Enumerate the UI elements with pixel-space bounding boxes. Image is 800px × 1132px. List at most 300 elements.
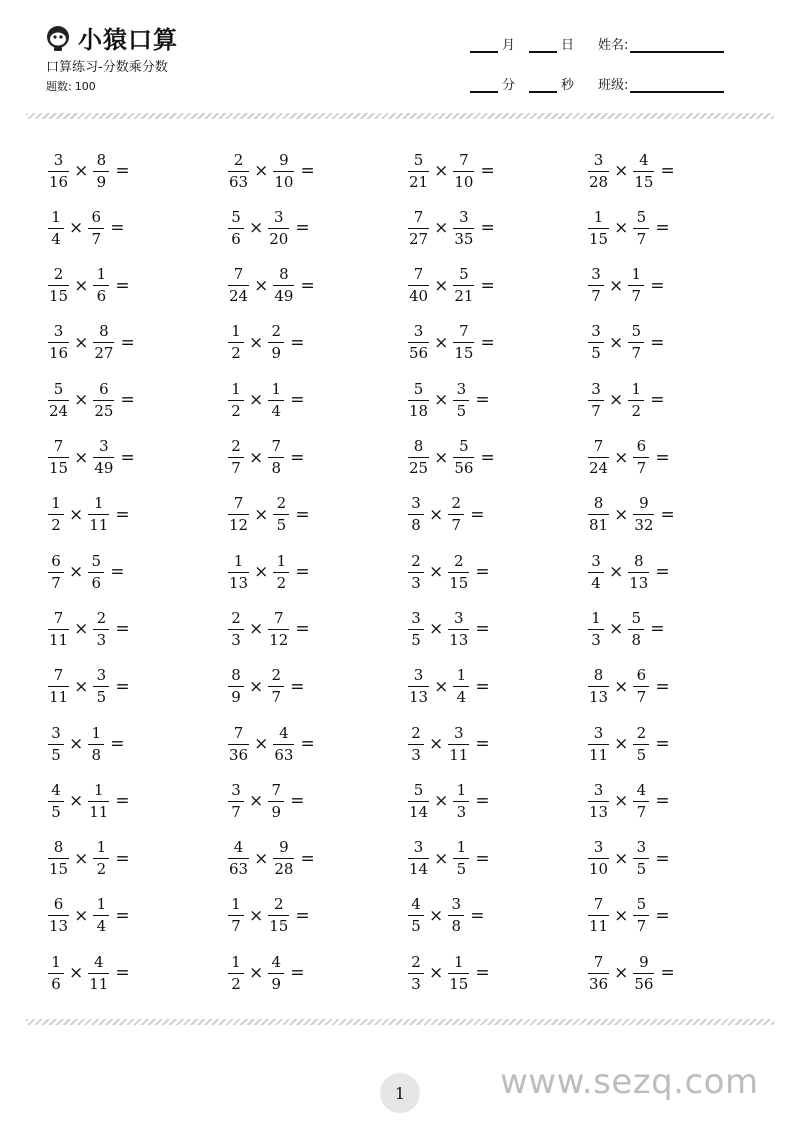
- times-sign: ×: [429, 562, 444, 583]
- numerator: 1: [231, 952, 241, 971]
- equals-sign: =: [660, 504, 675, 525]
- times-sign: ×: [74, 619, 89, 640]
- fraction: [408, 207, 429, 248]
- fraction: [633, 207, 649, 248]
- denominator: 5: [588, 342, 604, 361]
- fraction: [408, 780, 429, 821]
- numerator: 1: [456, 780, 467, 799]
- equals-sign: =: [300, 734, 315, 754]
- numerator: 1: [591, 608, 601, 627]
- fraction: [453, 668, 469, 705]
- problem: [408, 719, 490, 769]
- numerator: 4: [411, 895, 421, 914]
- denominator: 5: [93, 686, 109, 705]
- equals-sign: =: [110, 562, 125, 583]
- equals-sign: =: [115, 161, 130, 181]
- fraction: [408, 379, 429, 420]
- numerator: 5: [91, 551, 102, 570]
- denominator: 24: [49, 401, 69, 420]
- denominator: 3: [408, 744, 424, 763]
- fraction: [453, 207, 474, 248]
- numerator: 5: [631, 608, 642, 627]
- denominator: 2: [228, 973, 244, 992]
- numerator: 2: [454, 551, 464, 570]
- denominator: 4: [453, 686, 469, 705]
- fraction: [628, 551, 649, 592]
- monkey-icon: [44, 24, 72, 52]
- month-blank[interactable]: [470, 39, 498, 53]
- problem: [48, 604, 130, 654]
- times-sign: ×: [254, 161, 269, 181]
- fraction: [448, 897, 464, 934]
- problem: [588, 604, 665, 654]
- denominator: 25: [409, 459, 429, 477]
- fraction: [48, 551, 64, 592]
- times-sign: ×: [434, 390, 449, 411]
- problem: [408, 662, 490, 712]
- problem-row: [48, 948, 768, 998]
- times-sign: ×: [609, 562, 624, 583]
- fraction: [93, 439, 114, 476]
- problem-count: [46, 78, 96, 94]
- denominator: 16: [49, 344, 69, 363]
- problem: [48, 146, 130, 196]
- times-sign: ×: [249, 447, 264, 468]
- equals-sign: =: [115, 963, 130, 984]
- denominator: 15: [49, 860, 69, 879]
- denominator: 2: [228, 342, 244, 361]
- worksheet-header: [0, 0, 800, 110]
- fraction: [228, 551, 249, 592]
- fraction: [93, 897, 109, 934]
- problem-row: [48, 719, 768, 769]
- fraction: [48, 496, 64, 533]
- denominator: 24: [589, 459, 609, 477]
- times-sign: ×: [429, 734, 444, 754]
- numerator: 1: [456, 666, 467, 685]
- denominator: 7: [633, 228, 649, 247]
- fraction: [588, 723, 609, 764]
- equals-sign: =: [655, 791, 670, 812]
- equals-sign: =: [475, 963, 490, 984]
- fraction: [408, 840, 429, 877]
- fraction: [273, 496, 289, 533]
- numerator: 3: [53, 322, 64, 341]
- numerator: 3: [591, 379, 601, 398]
- times-sign: ×: [69, 963, 84, 984]
- fraction: [408, 608, 424, 649]
- denominator: 15: [269, 917, 289, 936]
- denominator: 5: [453, 400, 469, 419]
- class-label: 班级:: [598, 78, 629, 93]
- denominator: 10: [454, 172, 474, 191]
- fraction: [228, 668, 244, 705]
- problem: [588, 203, 670, 253]
- problem: [408, 948, 490, 998]
- equals-sign: =: [120, 332, 135, 353]
- fraction: [93, 608, 109, 649]
- problem: [228, 604, 310, 654]
- denominator: 63: [229, 860, 249, 879]
- fraction: [268, 952, 284, 993]
- fraction: [633, 439, 649, 476]
- fraction: [273, 551, 289, 592]
- numerator: 3: [593, 150, 604, 169]
- numerator: 7: [459, 150, 469, 169]
- equals-sign: =: [655, 676, 670, 697]
- times-sign: ×: [614, 218, 629, 239]
- fraction: [228, 439, 244, 476]
- equals-sign: =: [300, 275, 315, 296]
- fraction: [48, 207, 64, 248]
- numerator: 1: [456, 838, 467, 857]
- second-label: 秒: [561, 78, 575, 93]
- denominator: 8: [88, 744, 104, 763]
- numerator: 3: [413, 838, 424, 857]
- numerator: 8: [593, 494, 604, 513]
- denominator: 35: [454, 229, 474, 248]
- times-sign: ×: [249, 963, 264, 984]
- numerator: 3: [99, 437, 109, 455]
- second-blank[interactable]: [529, 79, 557, 93]
- problem: [48, 834, 130, 884]
- numerator: 1: [51, 207, 61, 226]
- problem: [228, 776, 305, 826]
- times-sign: ×: [429, 504, 444, 525]
- numerator: 1: [96, 895, 107, 914]
- denominator: 10: [274, 172, 294, 191]
- fraction: [268, 780, 284, 821]
- times-sign: ×: [69, 504, 84, 525]
- equals-sign: =: [295, 504, 310, 525]
- denominator: 7: [48, 572, 64, 591]
- problem: [48, 776, 130, 826]
- equals-sign: =: [475, 791, 490, 812]
- fraction: [228, 267, 249, 304]
- denominator: 20: [269, 229, 289, 248]
- times-sign: ×: [614, 963, 629, 984]
- numerator: 6: [99, 379, 109, 398]
- fraction: [268, 324, 284, 361]
- problem: [48, 433, 135, 483]
- denominator: 2: [628, 400, 644, 419]
- fraction: [448, 952, 469, 993]
- denominator: 7: [228, 915, 244, 934]
- fraction: [88, 780, 109, 821]
- denominator: 2: [48, 514, 64, 533]
- denominator: 9: [268, 973, 284, 992]
- fraction: [588, 551, 604, 592]
- equals-sign: =: [655, 218, 670, 239]
- equals-sign: =: [120, 390, 135, 411]
- equals-sign: =: [110, 218, 125, 239]
- denominator: 36: [589, 974, 609, 993]
- numerator: 3: [454, 723, 464, 742]
- equals-sign: =: [300, 161, 315, 181]
- equals-sign: =: [480, 218, 495, 239]
- equals-sign: =: [655, 562, 670, 583]
- fraction: [268, 439, 284, 476]
- denominator: 6: [48, 973, 64, 992]
- numerator: 5: [53, 379, 64, 398]
- problem: [588, 834, 670, 884]
- numerator: 4: [639, 150, 649, 169]
- times-sign: ×: [69, 791, 84, 812]
- times-sign: ×: [614, 161, 629, 181]
- numerator: 3: [413, 666, 424, 685]
- times-sign: ×: [249, 332, 264, 353]
- times-sign: ×: [434, 848, 449, 869]
- times-sign: ×: [614, 905, 629, 926]
- fraction: [268, 608, 289, 649]
- denominator: 8: [448, 915, 464, 934]
- problem: [228, 834, 315, 884]
- minute-blank[interactable]: [470, 79, 498, 93]
- equals-sign: =: [115, 676, 130, 697]
- numerator: 3: [591, 322, 601, 341]
- numerator: 8: [231, 666, 241, 685]
- denominator: 11: [49, 688, 69, 707]
- numerator: 3: [593, 838, 604, 857]
- numerator: 1: [593, 207, 604, 226]
- equals-sign: =: [290, 676, 305, 697]
- fraction: [628, 608, 644, 649]
- denominator: 5: [633, 744, 649, 763]
- numerator: 6: [91, 207, 102, 226]
- fraction: [93, 379, 114, 420]
- numerator: 1: [94, 494, 104, 513]
- problem: [48, 891, 130, 941]
- denominator: 7: [633, 801, 649, 820]
- fraction: [88, 723, 104, 764]
- problem: [228, 490, 310, 540]
- fraction: [48, 324, 69, 361]
- denominator: 13: [49, 917, 69, 936]
- equals-sign: =: [650, 275, 665, 296]
- numerator: 4: [279, 723, 289, 742]
- numerator: 3: [274, 207, 284, 226]
- problem-count-label: 题数:: [46, 80, 72, 93]
- numerator: 5: [231, 207, 241, 226]
- denominator: 11: [589, 917, 609, 936]
- times-sign: ×: [74, 332, 89, 353]
- denominator: 49: [274, 287, 294, 306]
- fraction: [268, 379, 284, 420]
- times-sign: ×: [74, 161, 89, 181]
- fraction: [408, 267, 429, 304]
- problem: [228, 662, 305, 712]
- denominator: 14: [409, 860, 429, 879]
- denominator: 49: [94, 459, 114, 477]
- equals-sign: =: [475, 734, 490, 754]
- denominator: 3: [408, 572, 424, 591]
- times-sign: ×: [429, 619, 444, 640]
- page-number: 1: [380, 1073, 420, 1113]
- denominator: 3: [408, 973, 424, 992]
- name-label: 姓名:: [598, 38, 629, 53]
- equals-sign: =: [650, 390, 665, 411]
- numerator: 1: [231, 895, 241, 914]
- problem: [228, 203, 310, 253]
- minute-label: 分: [502, 78, 516, 93]
- times-sign: ×: [249, 218, 264, 239]
- denominator: 13: [589, 688, 609, 707]
- denominator: 56: [409, 344, 429, 363]
- fraction: [453, 780, 469, 821]
- name-blank[interactable]: [630, 39, 724, 53]
- denominator: 8: [628, 629, 644, 648]
- denominator: 15: [449, 974, 469, 993]
- denominator: 36: [229, 745, 249, 764]
- denominator: 3: [453, 801, 469, 820]
- times-sign: ×: [249, 619, 264, 640]
- fraction: [228, 379, 244, 420]
- times-sign: ×: [254, 504, 269, 525]
- fraction: [93, 668, 109, 705]
- denominator: 15: [449, 573, 469, 592]
- numerator: 7: [593, 952, 604, 971]
- denominator: 8: [268, 457, 284, 476]
- fraction: [588, 439, 609, 476]
- numerator: 3: [231, 780, 241, 799]
- denominator: 16: [49, 172, 69, 191]
- numerator: 3: [53, 150, 64, 169]
- times-sign: ×: [434, 447, 449, 468]
- numerator: 4: [51, 780, 61, 799]
- month-label: 月: [502, 38, 516, 53]
- fraction: [588, 608, 604, 649]
- denominator: 10: [589, 860, 609, 879]
- numerator: 3: [411, 608, 421, 627]
- numerator: 1: [233, 551, 244, 570]
- denominator: 7: [448, 514, 464, 533]
- numerator: 7: [593, 895, 604, 914]
- bottom-divider: [26, 1019, 774, 1025]
- problem: [588, 662, 670, 712]
- equals-sign: =: [115, 905, 130, 926]
- problem: [588, 776, 670, 826]
- fraction: [48, 840, 69, 877]
- denominator: 11: [589, 745, 609, 764]
- equals-sign: =: [655, 734, 670, 754]
- numerator: 1: [454, 952, 464, 971]
- numerator: 8: [413, 437, 424, 455]
- fraction: [628, 267, 644, 304]
- problem: [588, 433, 670, 483]
- fraction: [48, 780, 64, 821]
- denominator: 5: [48, 801, 64, 820]
- numerator: 4: [271, 952, 282, 971]
- problem-row: [48, 375, 768, 425]
- numerator: 7: [413, 207, 424, 226]
- equals-sign: =: [300, 848, 315, 869]
- numerator: 7: [413, 265, 424, 284]
- numerator: 5: [413, 379, 424, 398]
- numerator: 2: [274, 895, 284, 914]
- brand-name: 小猿口算: [78, 26, 178, 54]
- class-blank[interactable]: [630, 79, 724, 93]
- numerator: 5: [631, 322, 642, 341]
- denominator: 6: [93, 285, 109, 304]
- numerator: 7: [271, 780, 282, 799]
- problem-row: [48, 547, 768, 597]
- numerator: 3: [636, 838, 647, 857]
- problem: [408, 146, 495, 196]
- site-watermark: www.sezq.com: [500, 1062, 759, 1102]
- numerator: 2: [271, 666, 282, 685]
- denominator: 15: [589, 229, 609, 248]
- numerator: 6: [636, 666, 647, 685]
- numerator: 3: [593, 723, 604, 742]
- times-sign: ×: [249, 676, 264, 697]
- denominator: 6: [88, 572, 104, 591]
- problem-row: [48, 604, 768, 654]
- numerator: 5: [413, 150, 424, 169]
- numerator: 6: [53, 895, 64, 914]
- equals-sign: =: [115, 275, 130, 296]
- equals-sign: =: [475, 848, 490, 869]
- denominator: 4: [93, 915, 109, 934]
- numerator: 2: [271, 322, 282, 341]
- denominator: 5: [48, 744, 64, 763]
- denominator: 11: [89, 516, 109, 535]
- problem: [408, 834, 490, 884]
- times-sign: ×: [429, 905, 444, 926]
- denominator: 8: [408, 514, 424, 533]
- fraction: [228, 150, 249, 191]
- denominator: 4: [48, 228, 64, 247]
- numerator: 3: [454, 608, 464, 627]
- equals-sign: =: [650, 332, 665, 353]
- times-sign: ×: [249, 390, 264, 411]
- problem: [408, 375, 490, 425]
- times-sign: ×: [69, 734, 84, 754]
- fraction: [48, 439, 69, 476]
- problem: [228, 547, 310, 597]
- numerator: 5: [459, 437, 469, 455]
- denominator: 21: [409, 172, 429, 191]
- times-sign: ×: [69, 218, 84, 239]
- day-blank[interactable]: [529, 39, 557, 53]
- equals-sign: =: [295, 619, 310, 640]
- numerator: 2: [233, 150, 244, 169]
- denominator: 4: [588, 572, 604, 591]
- equals-sign: =: [290, 963, 305, 984]
- day-label: 日: [561, 38, 575, 53]
- denominator: 56: [634, 974, 654, 993]
- fraction: [48, 608, 69, 649]
- denominator: 7: [588, 285, 604, 304]
- problem: [48, 203, 125, 253]
- problem: [408, 776, 490, 826]
- times-sign: ×: [609, 275, 624, 296]
- equals-sign: =: [110, 734, 125, 754]
- times-sign: ×: [614, 676, 629, 697]
- time-field: [470, 74, 588, 93]
- fraction: [273, 840, 294, 877]
- denominator: 63: [229, 172, 249, 191]
- numerator: 1: [96, 838, 107, 857]
- problem: [228, 948, 305, 998]
- fraction: [273, 150, 294, 191]
- denominator: 3: [93, 629, 109, 648]
- fraction: [48, 379, 69, 420]
- times-sign: ×: [429, 963, 444, 984]
- numerator: 2: [411, 952, 421, 971]
- denominator: 27: [94, 344, 114, 363]
- denominator: 15: [49, 287, 69, 306]
- numerator: 1: [231, 322, 241, 341]
